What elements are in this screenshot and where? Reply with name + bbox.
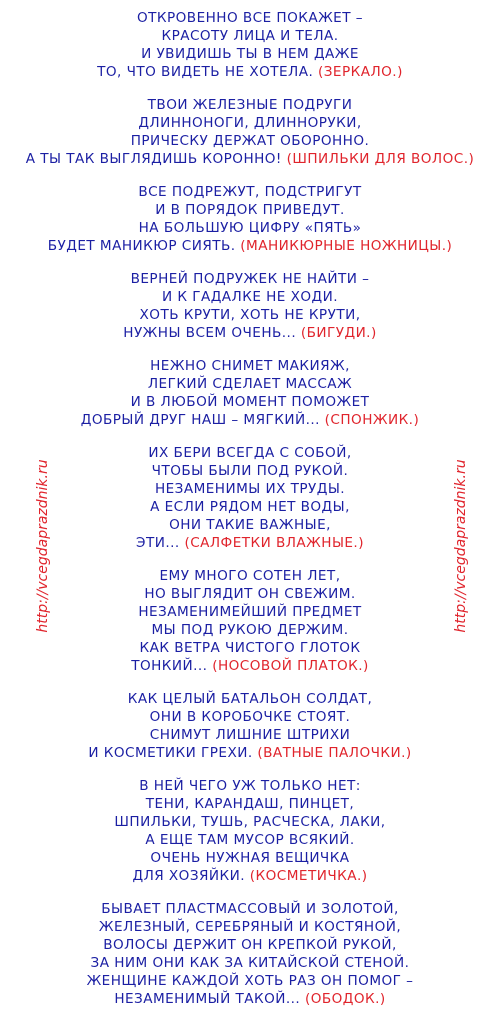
riddle-line-text: И В ЛЮБОЙ МОМЕНТ ПОМОЖЕТ <box>130 394 370 410</box>
riddles-page <box>0 9 500 1023</box>
riddle-line <box>0 639 500 657</box>
riddle-line-text: ШПИЛЬКИ, ТУШЬ, РАСЧЕСКА, ЛАКИ, <box>114 814 386 830</box>
riddle-line <box>0 357 500 375</box>
riddle-line <box>0 831 500 849</box>
riddle-stanza <box>0 270 500 342</box>
riddle-line-text: НА БОЛЬШУЮ ЦИФРУ «ПЯТЬ» <box>138 220 362 236</box>
riddle-line-text: ДОБРЫЙ ДРУГ НАШ – МЯГКИЙ... <box>80 412 320 428</box>
riddle-line-text: А ЕСЛИ РЯДОМ НЕТ ВОДЫ, <box>150 499 350 515</box>
riddle-line-text: ЧТОБЫ БЫЛИ ПОД РУКОЙ. <box>151 463 349 479</box>
riddle-line <box>0 411 500 429</box>
riddle-line-text: ТОНКИЙ... <box>131 658 208 674</box>
riddle-line-text: ЗА НИМ ОНИ КАК ЗА КИТАЙСКОЙ СТЕНОЙ. <box>90 955 410 971</box>
riddle-line-text: ОТКРОВЕННО ВСЕ ПОКАЖЕТ – <box>137 10 363 26</box>
watermark-left[interactable]: http://vcegdaprazdnik.ru <box>35 459 51 633</box>
riddle-stanza <box>0 444 500 552</box>
riddle-line-text: ХОТЬ КРУТИ, ХОТЬ НЕ КРУТИ, <box>139 307 361 323</box>
riddle-line <box>0 375 500 393</box>
riddle-line <box>0 237 500 255</box>
riddle-line <box>0 621 500 639</box>
riddle-line <box>0 567 500 585</box>
riddle-answer: (ЗЕРКАЛО.) <box>318 64 403 80</box>
riddle-line <box>0 219 500 237</box>
riddle-line <box>0 393 500 411</box>
riddle-line <box>0 132 500 150</box>
riddle-line-text: ЭТИ... <box>136 535 180 551</box>
riddle-line <box>0 867 500 885</box>
riddle-line <box>0 306 500 324</box>
riddle-line <box>0 534 500 552</box>
riddle-line-text: ТО, ЧТО ВИДЕТЬ НЕ ХОТЕЛА. <box>97 64 314 80</box>
riddle-answer: (НОСОВОЙ ПЛАТОК.) <box>212 658 369 674</box>
riddle-line-text: И К ГАДАЛКЕ НЕ ХОДИ. <box>161 289 338 305</box>
riddle-line <box>0 744 500 762</box>
riddle-line-text: БУДЕТ МАНИКЮР СИЯТЬ. <box>47 238 236 254</box>
riddle-line-text: ВСЕ ПОДРЕЖУТ, ПОДСТРИГУТ <box>138 184 362 200</box>
riddle-line <box>0 603 500 621</box>
riddle-line-text: ДЛИННОНОГИ, ДЛИННОРУКИ, <box>138 115 362 131</box>
riddle-line <box>0 585 500 603</box>
riddle-stanza <box>0 690 500 762</box>
riddle-line-text: КАК ЦЕЛЫЙ БАТАЛЬОН СОЛДАТ, <box>127 691 373 707</box>
riddle-line <box>0 114 500 132</box>
riddle-answer: (МАНИКЮРНЫЕ НОЖНИЦЫ.) <box>240 238 453 254</box>
riddle-line-text: И КОСМЕТИКИ ГРЕХИ. <box>88 745 253 761</box>
riddle-line-text: И В ПОРЯДОК ПРИВЕДУТ. <box>155 202 345 218</box>
riddle-answer: (СПОНЖИК.) <box>324 412 420 428</box>
watermark-right[interactable]: http://vcegdaprazdnik.ru <box>453 459 469 633</box>
riddle-stanza <box>0 183 500 255</box>
riddle-line <box>0 63 500 81</box>
riddle-answer: (САЛФЕТКИ ВЛАЖНЫЕ.) <box>184 535 364 551</box>
riddle-line-text: ИХ БЕРИ ВСЕГДА С СОБОЙ, <box>148 445 352 461</box>
riddle-line-text: ОЧЕНЬ НУЖНАЯ ВЕЩИЧКА <box>150 850 350 866</box>
riddle-line-text: НЕЗАМЕНИМЫ ИХ ТРУДЫ. <box>154 481 346 497</box>
riddle-line <box>0 795 500 813</box>
riddle-line-text: НЕЗАМЕНИМЕЙШИЙ ПРЕДМЕТ <box>138 604 362 620</box>
riddle-answer: (ОБОДОК.) <box>304 991 386 1007</box>
riddle-line <box>0 45 500 63</box>
riddle-line-text: БЫВАЕТ ПЛАСТМАССОВЫЙ И ЗОЛОТОЙ, <box>101 901 399 917</box>
riddle-line-text: ЛЕГКИЙ СДЕЛАЕТ МАССАЖ <box>147 376 353 392</box>
riddle-line-text: И УВИДИШЬ ТЫ В НЕМ ДАЖЕ <box>141 46 359 62</box>
riddle-line <box>0 972 500 990</box>
riddle-line-text: НО ВЫГЛЯДИТ ОН СВЕЖИМ. <box>144 586 356 602</box>
riddle-line <box>0 918 500 936</box>
riddle-line <box>0 498 500 516</box>
riddle-answer: (КОСМЕТИЧКА.) <box>249 868 368 884</box>
riddle-line-text: СНИМУТ ЛИШНИЕ ШТРИХИ <box>149 727 351 743</box>
riddle-line <box>0 516 500 534</box>
riddle-line <box>0 657 500 675</box>
riddle-stanza <box>0 96 500 168</box>
riddle-line <box>0 708 500 726</box>
riddle-line <box>0 849 500 867</box>
riddle-line <box>0 27 500 45</box>
riddle-line <box>0 900 500 918</box>
riddle-line-text: ОНИ В КОРОБОЧКЕ СТОЯТ. <box>149 709 351 725</box>
riddle-line-text: ЕМУ МНОГО СОТЕН ЛЕТ, <box>159 568 341 584</box>
riddle-line <box>0 183 500 201</box>
riddle-stanza <box>0 357 500 429</box>
riddle-line-text: ЖЕЛЕЗНЫЙ, СЕРЕБРЯНЫЙ И КОСТЯНОЙ, <box>98 919 402 935</box>
riddle-line-text: КРАСОТУ ЛИЦА И ТЕЛА. <box>161 28 339 44</box>
riddle-line-text: А ТЫ ТАК ВЫГЛЯДИШЬ КОРОННО! <box>25 151 282 167</box>
riddle-line-text: КАК ВЕТРА ЧИСТОГО ГЛОТОК <box>139 640 361 656</box>
riddle-line <box>0 201 500 219</box>
riddle-line <box>0 954 500 972</box>
riddle-answer: (БИГУДИ.) <box>300 325 377 341</box>
riddle-line <box>0 777 500 795</box>
riddle-line <box>0 462 500 480</box>
riddle-stanza <box>0 9 500 81</box>
riddle-line <box>0 990 500 1008</box>
riddle-stanza <box>0 777 500 885</box>
riddle-line <box>0 150 500 168</box>
riddle-line <box>0 936 500 954</box>
riddle-answer: (ШПИЛЬКИ ДЛЯ ВОЛОС.) <box>286 151 475 167</box>
riddle-line <box>0 270 500 288</box>
riddle-line-text: А ЕЩЕ ТАМ МУСОР ВСЯКИЙ. <box>145 832 355 848</box>
riddle-line-text: ВОЛОСЫ ДЕРЖИТ ОН КРЕПКОЙ РУКОЙ, <box>103 937 397 953</box>
riddle-line <box>0 690 500 708</box>
riddle-line-text: НЕЖНО СНИМЕТ МАКИЯЖ, <box>150 358 350 374</box>
riddle-line-text: ВЕРНЕЙ ПОДРУЖЕК НЕ НАЙТИ – <box>130 271 370 287</box>
riddle-line-text: НУЖНЫ ВСЕМ ОЧЕНЬ... <box>123 325 297 341</box>
riddle-line-text: ПРИЧЕСКУ ДЕРЖАТ ОБОРОННО. <box>130 133 370 149</box>
riddle-line-text: В НЕЙ ЧЕГО УЖ ТОЛЬКО НЕТ: <box>139 778 361 794</box>
riddle-line-text: ТВОИ ЖЕЛЕЗНЫЕ ПОДРУГИ <box>147 97 353 113</box>
riddle-line <box>0 726 500 744</box>
riddle-line <box>0 480 500 498</box>
riddle-line <box>0 9 500 27</box>
riddle-line-text: МЫ ПОД РУКОЮ ДЕРЖИМ. <box>151 622 349 638</box>
riddle-line <box>0 96 500 114</box>
riddle-line <box>0 444 500 462</box>
riddle-answer: (ВАТНЫЕ ПАЛОЧКИ.) <box>257 745 412 761</box>
riddle-line <box>0 813 500 831</box>
riddle-line <box>0 324 500 342</box>
riddle-line-text: ТЕНИ, КАРАНДАШ, ПИНЦЕТ, <box>145 796 355 812</box>
riddle-line-text: НЕЗАМЕНИМЫЙ ТАКОЙ... <box>114 991 301 1007</box>
riddle-line-text: ДЛЯ ХОЗЯЙКИ. <box>132 868 246 884</box>
riddle-stanza <box>0 900 500 1008</box>
riddle-line-text: ЖЕНЩИНЕ КАЖДОЙ ХОТЬ РАЗ ОН ПОМОГ – <box>86 973 414 989</box>
riddle-stanza <box>0 567 500 675</box>
riddle-line <box>0 288 500 306</box>
riddle-line-text: ОНИ ТАКИЕ ВАЖНЫЕ, <box>169 517 331 533</box>
